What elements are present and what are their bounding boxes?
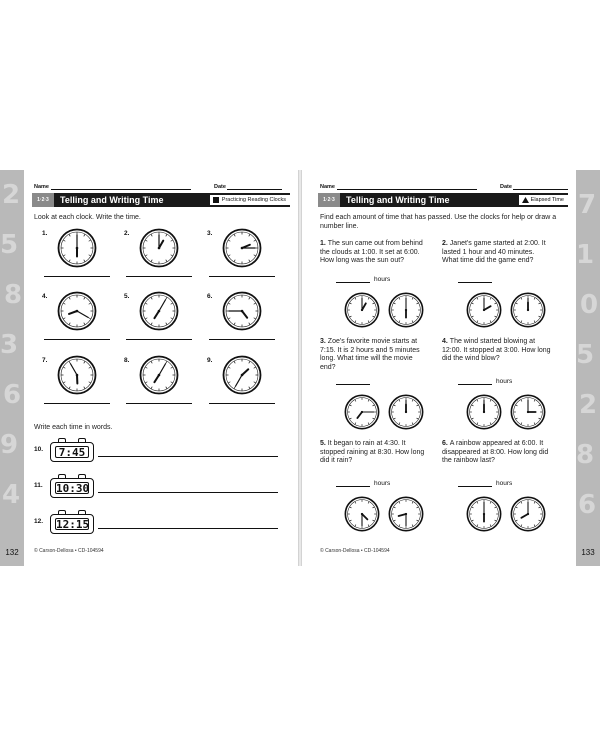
question-number: 4.	[442, 338, 450, 345]
answer-line[interactable]	[209, 403, 275, 404]
question-number: 2.	[124, 230, 130, 237]
page-footer: © Carson-Dellosa • CD-104594	[34, 548, 104, 554]
analog-clock	[344, 496, 380, 532]
page-title-bar	[318, 193, 568, 207]
name-label: Name	[320, 184, 335, 190]
question-number: 6.	[207, 293, 213, 300]
digital-clock	[50, 474, 94, 498]
question-number: 5.	[124, 293, 130, 300]
page-title-bar	[32, 193, 290, 207]
analog-clock	[344, 292, 380, 328]
answer-line[interactable]	[458, 282, 492, 283]
analog-clock	[57, 355, 97, 395]
skill-badge	[210, 195, 290, 205]
analog-clock	[222, 291, 262, 331]
instruction-clocks: Look at each clock. Write the time.	[34, 214, 141, 221]
answer-line[interactable]	[336, 486, 370, 487]
answer-line[interactable]	[458, 486, 492, 487]
answer-line[interactable]	[126, 276, 192, 277]
question-number: 6.	[442, 440, 450, 447]
analog-clock	[388, 394, 424, 430]
analog-clock	[510, 394, 546, 430]
question-number: 1.	[320, 240, 328, 247]
title-tag: 1·2·3	[32, 193, 54, 207]
digital-clock	[50, 510, 94, 534]
answer-line[interactable]	[209, 339, 275, 340]
date-field	[500, 184, 568, 190]
left-margin-strip: 2 5 8 3 6 9 4	[0, 170, 24, 566]
answer-line[interactable]	[458, 384, 492, 385]
problem-text: The sun came out from behind the clouds at 1:00. It set at 6:00. How long was the sun out?	[320, 240, 423, 264]
question-number: 3.	[320, 338, 328, 345]
analog-clock	[139, 228, 179, 268]
triangle-icon	[522, 197, 529, 203]
problem-text: Janet's game started at 2:00. It lasted 1 hour and 40 minutes. What time did the game end?	[442, 240, 546, 264]
analog-clock	[388, 496, 424, 532]
analog-clock	[57, 228, 97, 268]
answer-line[interactable]	[44, 339, 110, 340]
hours-label: hours	[374, 276, 391, 283]
answer-line[interactable]	[336, 282, 370, 283]
question-number: 8.	[124, 357, 130, 364]
digital-clock	[50, 438, 94, 462]
analog-clock	[466, 394, 502, 430]
name-field	[34, 184, 191, 190]
skill-label: Practicing Reading Clocks	[221, 197, 286, 203]
analog-clock	[139, 355, 179, 395]
hours-label: hours	[496, 378, 513, 385]
right-page	[302, 170, 576, 566]
clock-display: 10:30	[56, 482, 90, 495]
analog-clock	[510, 496, 546, 532]
date-label: Date	[500, 184, 512, 190]
answer-line[interactable]	[126, 339, 192, 340]
name-line	[337, 184, 477, 190]
workbook-spread	[0, 170, 600, 566]
question-number: 2.	[442, 240, 450, 247]
analog-clock	[222, 355, 262, 395]
problem-text: The wind started blowing at 12:00. It stopped at 3:00. How long did the wind blow?	[442, 338, 551, 362]
question-number: 4.	[42, 293, 48, 300]
analog-clock	[510, 292, 546, 328]
question-number: 7.	[42, 357, 48, 364]
analog-clock	[222, 228, 262, 268]
answer-line[interactable]	[44, 403, 110, 404]
skill-badge	[519, 195, 568, 205]
answer-line[interactable]	[44, 276, 110, 277]
skill-label: Elapsed Time	[530, 197, 564, 203]
title-tag: 1·2·3	[318, 193, 340, 207]
clock-display: 12:15	[56, 518, 90, 531]
instruction-elapsed: Find each amount of time that has passed. Use the clocks for help or draw a number line.	[320, 214, 557, 230]
analog-clock	[388, 292, 424, 328]
square-icon	[213, 197, 219, 203]
analog-clock	[139, 291, 179, 331]
word-problem	[442, 440, 552, 466]
question-number: 3.	[207, 230, 213, 237]
hours-label: hours	[374, 480, 391, 487]
page-title: Telling and Writing Time	[60, 195, 164, 205]
question-number: 9.	[207, 357, 213, 364]
date-line	[227, 184, 282, 190]
question-number: 12.	[34, 518, 44, 525]
clock-body	[50, 478, 94, 498]
page-title: Telling and Writing Time	[346, 195, 450, 205]
answer-line[interactable]	[98, 528, 278, 529]
page-footer: © Carson-Dellosa • CD-104594	[320, 548, 390, 554]
problem-text: It began to rain at 4:30. It stopped raining at 8:30. How long did it rain?	[320, 440, 425, 464]
word-problem	[320, 240, 430, 266]
question-number: 11.	[34, 482, 43, 489]
name-field	[320, 184, 477, 190]
instruction-words: Write each time in words.	[34, 424, 113, 431]
word-problem	[320, 338, 430, 372]
analog-clock	[57, 291, 97, 331]
question-number: 5.	[320, 440, 328, 447]
clock-body	[50, 442, 94, 462]
word-problem	[442, 338, 552, 364]
word-problem	[320, 440, 430, 466]
answer-line[interactable]	[209, 276, 275, 277]
date-field	[214, 184, 282, 190]
problem-text: Zoe's favorite movie starts at 7:15. It is 2 hours and 5 minutes long. What time will the movie end?	[320, 338, 420, 371]
name-label: Name	[34, 184, 49, 190]
problem-text: A rainbow appeared at 6:00. It disappeared at 8:00. How long did the rainbow last?	[442, 440, 549, 464]
question-number: 10.	[34, 446, 44, 453]
page-number-left: 132	[0, 546, 24, 560]
analog-clock	[344, 394, 380, 430]
analog-clock	[466, 292, 502, 328]
date-label: Date	[214, 184, 226, 190]
question-number: 1.	[42, 230, 48, 237]
answer-line[interactable]	[98, 456, 278, 457]
answer-line[interactable]	[336, 384, 370, 385]
clock-display: 7:45	[55, 446, 89, 458]
left-page	[24, 170, 298, 566]
hours-label: hours	[496, 480, 513, 487]
right-margin-strip: 7 1 0 5 2 8 6	[576, 170, 600, 566]
clock-body	[50, 514, 94, 534]
answer-line[interactable]	[126, 403, 192, 404]
name-line	[51, 184, 191, 190]
page-number-right: 133	[576, 546, 600, 560]
date-line	[513, 184, 568, 190]
answer-line[interactable]	[98, 492, 278, 493]
word-problem	[442, 240, 552, 266]
analog-clock	[466, 496, 502, 532]
